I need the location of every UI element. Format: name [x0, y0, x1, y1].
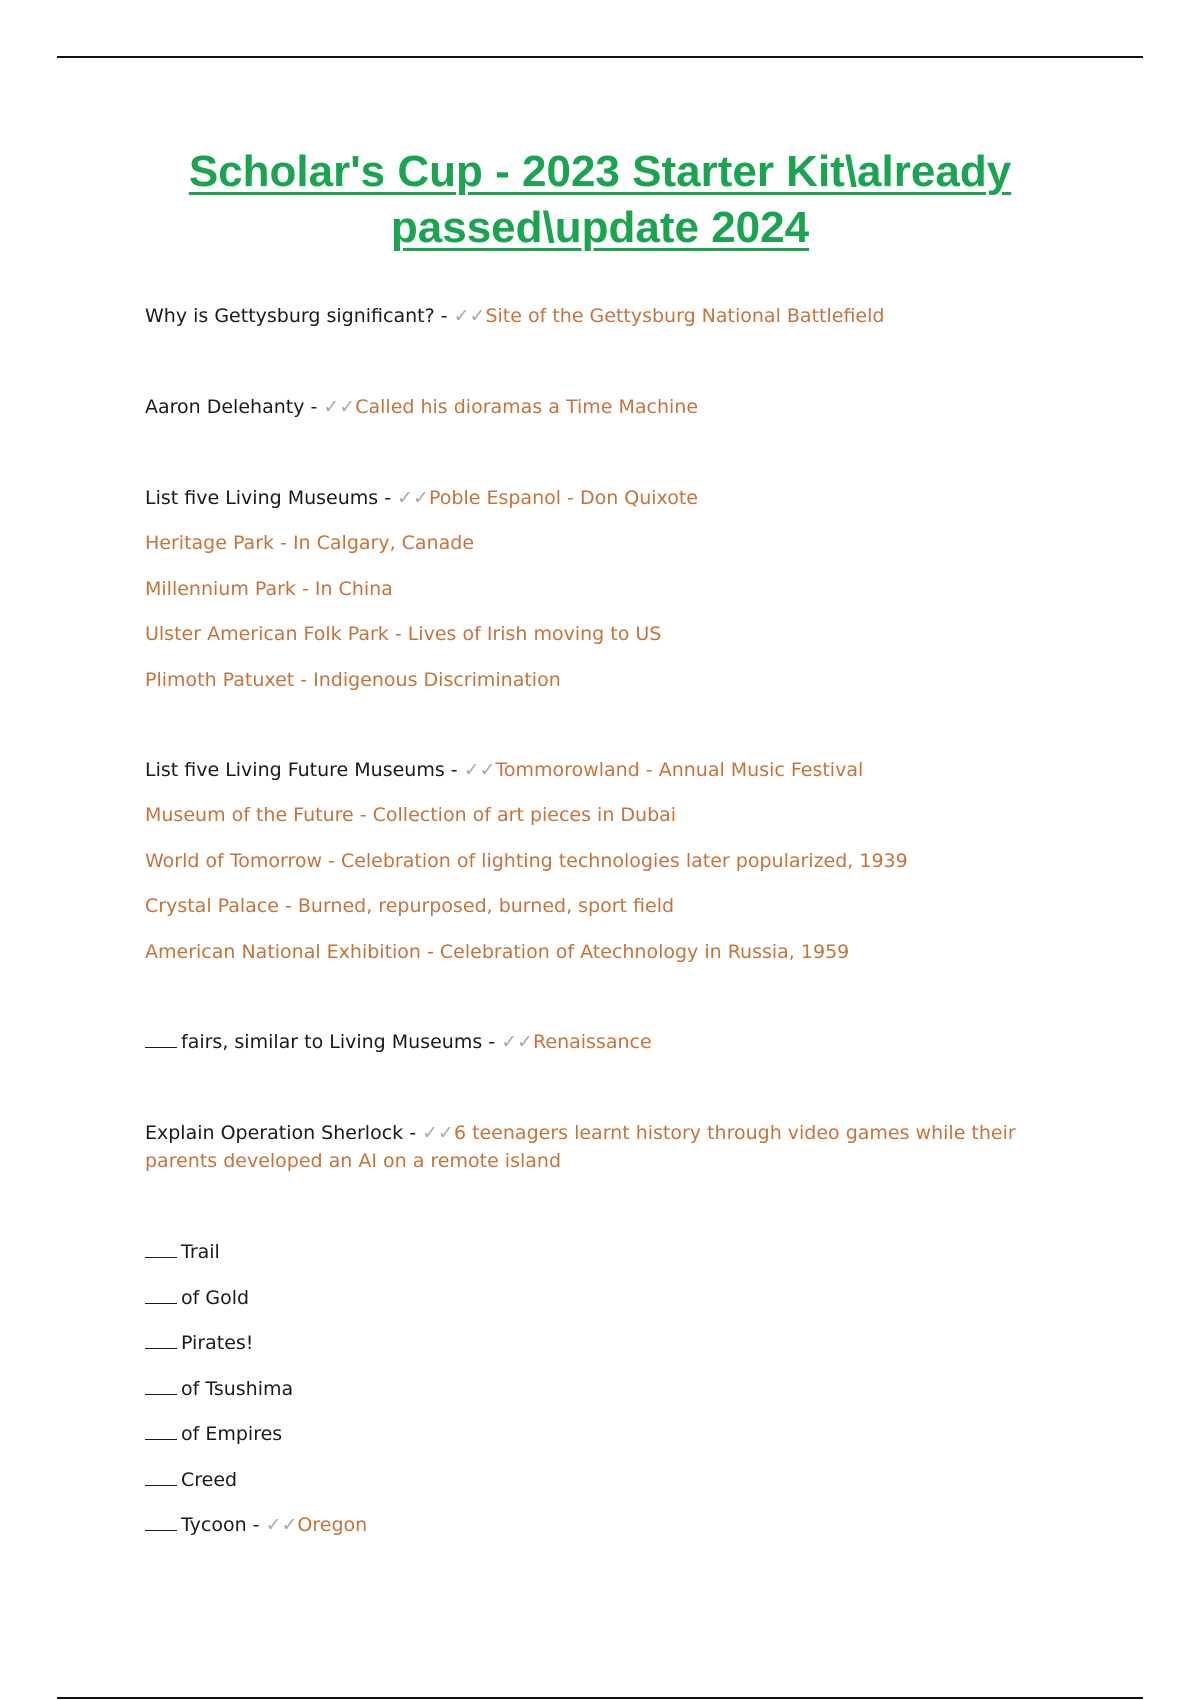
question: Why is Gettysburg significant?: [145, 305, 435, 327]
answer-continuation: Crystal Palace - Burned, repurposed, burned, sport field: [145, 895, 675, 917]
qa-item-living-museums: [145, 484, 1075, 512]
question: Explain Operation Sherlock: [145, 1122, 404, 1144]
blank-item: [145, 1466, 1075, 1494]
blank-underline: [145, 1394, 177, 1395]
answer-continuation: Museum of the Future - Collection of art pieces in Dubai: [145, 804, 677, 826]
double-check-icon: ✓✓: [501, 1031, 534, 1053]
blank-item-text: Tycoon: [181, 1514, 247, 1536]
qa-item-operation-sherlock: [145, 1119, 1075, 1175]
double-check-icon: ✓✓: [453, 305, 486, 327]
question: fairs, similar to Living Museums: [181, 1031, 483, 1053]
answer: Oregon: [297, 1514, 368, 1536]
blank-underline: [145, 1047, 177, 1048]
double-check-icon: ✓✓: [265, 1514, 298, 1536]
document-title: [100, 144, 1100, 256]
blank-item-text: of Tsushima: [181, 1378, 294, 1400]
blank-underline: [145, 1303, 177, 1304]
answer: Renaissance: [533, 1031, 652, 1053]
answer-continuation: American National Exhibition - Celebration of Atechnology in Russia, 1959: [145, 941, 850, 963]
title-line-2: passed\update 2024: [390, 203, 810, 252]
separator: -: [246, 1514, 266, 1536]
top-rule: [57, 56, 1143, 58]
double-check-icon: ✓✓: [397, 487, 429, 509]
qa-item-future-museums: [145, 756, 1075, 784]
question: Aaron Delehanty: [145, 396, 305, 418]
blank-underline: [145, 1485, 177, 1486]
blank-underline: [145, 1439, 177, 1440]
blank-underline: [145, 1530, 177, 1531]
qa-item-delehanty: [145, 393, 1075, 421]
answer: Poble Espanol - Don Quixote: [428, 487, 698, 509]
blank-item: [145, 1420, 1075, 1448]
title-line-1: Scholar's Cup - 2023 Starter Kit\already: [188, 147, 1012, 196]
double-check-icon: ✓✓: [422, 1122, 454, 1144]
blank-underline: [145, 1257, 177, 1258]
blank-item-text: Creed: [181, 1469, 238, 1491]
answer-continuation: Plimoth Patuxet - Indigenous Discrimination: [145, 669, 561, 691]
blank-item-text: Trail: [181, 1241, 220, 1263]
answer-continuation: Heritage Park - In Calgary, Canade: [145, 532, 475, 554]
answer: Site of the Gettysburg National Battlefield: [485, 305, 885, 327]
answer-continuation: Millennium Park - In China: [145, 578, 393, 600]
qa-item-fairs: [145, 1028, 1075, 1056]
separator: -: [482, 1031, 502, 1053]
question: List five Living Museums: [145, 487, 379, 509]
answer-continuation: World of Tomorrow - Celebration of lighting technologies later popularized, 1939: [145, 850, 908, 872]
question: List five Living Future Museums: [145, 759, 445, 781]
separator: -: [434, 305, 454, 327]
blank-item: [145, 1238, 1075, 1266]
blank-underline: [145, 1348, 177, 1349]
blank-item-text: of Gold: [181, 1287, 250, 1309]
blank-item: [145, 1329, 1075, 1357]
separator: -: [378, 487, 398, 509]
double-check-icon: ✓✓: [323, 396, 356, 418]
answer: Tommorowland - Annual Music Festival: [495, 759, 864, 781]
blank-item-text: Pirates!: [181, 1332, 254, 1354]
answer-continuation: Ulster American Folk Park - Lives of Irish moving to US: [145, 623, 662, 645]
bottom-rule: [57, 1697, 1143, 1699]
qa-item-gettysburg: [145, 302, 1075, 330]
blank-item-text: of Empires: [181, 1423, 283, 1445]
blank-item-last: [145, 1511, 1075, 1539]
answer: Called his dioramas a Time Machine: [355, 396, 699, 418]
blank-item: [145, 1284, 1075, 1312]
double-check-icon: ✓✓: [463, 759, 496, 781]
blank-item: [145, 1375, 1075, 1403]
answer: 6 teenagers learnt history through video games while their parents developed an AI on a remote island: [145, 1122, 1016, 1172]
separator: -: [304, 396, 324, 418]
separator: -: [444, 759, 464, 781]
separator: -: [403, 1122, 423, 1144]
